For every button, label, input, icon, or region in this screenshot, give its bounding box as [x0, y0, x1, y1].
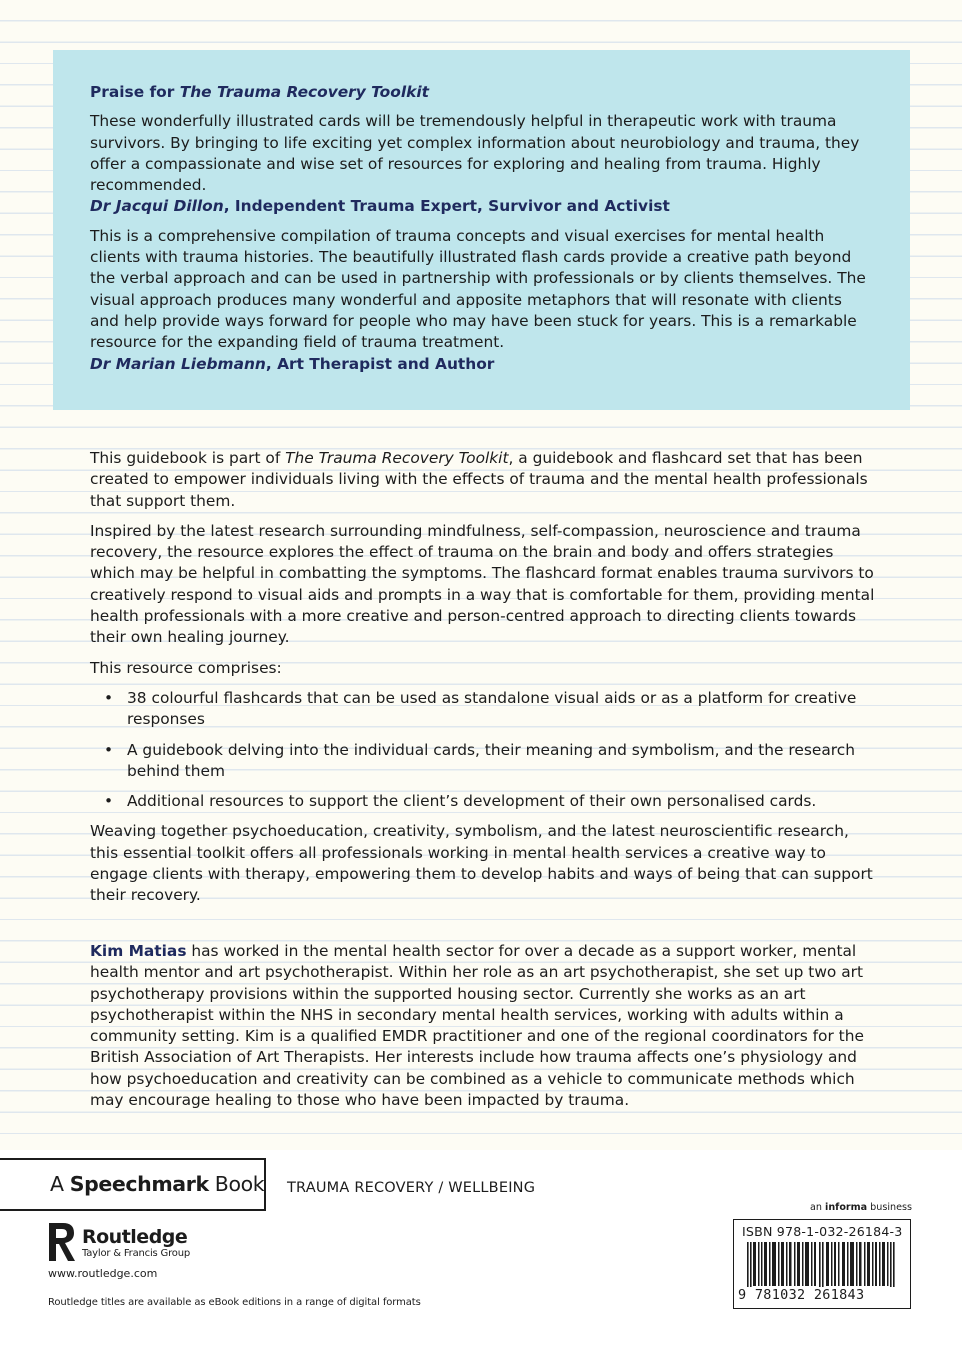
description-intro: This guidebook is part of The Trauma Recovery Toolkit, a guidebook and flashcard set that has been created to empower individuals living with the effects of trauma and the mental health professionals that support them.	[90, 449, 868, 510]
list-intro: This resource comprises:	[90, 658, 282, 677]
resource-list	[90, 688, 880, 812]
author-bio: Kim Matias has worked in the mental health sector for over a decade as a support worker, mental health mentor and art psychotherapist. Within her role as an art psychotherapist, she set up two art psychotherapy provisions within the supported housing sector. Currently she works as an art psychotherapist within the NHS in secondary mental health services, working with adults within a community setting. Kim is a qualified EMDR practitioner and one of the regional coordinators for the British Association of Art Therapists. Her interests include how trauma affects one’s physiology and how psychoeducation and creativity can be combined as a vehicle to communicate methods which may encourage healing to those who have been impacted by trauma.	[90, 942, 864, 1110]
praise-quote-1: These wonderfully illustrated cards will be tremendously helpful in therapeutic work with trauma survivors. By bringing to life exciting yet complex information about neurobiology and trauma, they offer a compassionate and wise set of resources for exploring and healing from trauma. Highly recommended.	[90, 112, 860, 195]
praise-attribution-2: Dr Marian Liebmann, Art Therapist and Author	[90, 354, 495, 373]
isbn-number: ISBN 978-1-032-26184-3	[742, 1224, 903, 1239]
routledge-r-icon	[47, 1221, 77, 1263]
list-item: • 38 colourful flashcards that can be used as standalone visual aids or as a platform for creative responses	[90, 688, 880, 731]
speechmark-logo: A Speechmark Book	[0, 1158, 266, 1211]
website-link[interactable]: www.routledge.com	[48, 1267, 158, 1280]
subject-category: TRAUMA RECOVERY / WELLBEING	[287, 1180, 536, 1196]
description-closing: Weaving together psychoeducation, creativity, symbolism, and the latest neuroscientific research, this essential toolkit offers all professionals working in mental health services a creative way to engage clients with therapy, empowering them to develop habits and ways of being that can support their recovery.	[90, 822, 873, 905]
praise-attribution-1: Dr Jacqui Dillon, Independent Trauma Expert, Survivor and Activist	[90, 197, 670, 216]
routledge-group: Taylor & Francis Group	[82, 1248, 190, 1259]
isbn-barcode-box	[733, 1219, 911, 1309]
list-item: • A guidebook delving into the individual cards, their meaning and symbolism, and the research behind them	[90, 740, 880, 783]
praise-panel	[53, 50, 910, 410]
praise-quote-2: This is a comprehensive compilation of trauma concepts and visual exercises for mental health clients with trauma histories. The beautifully illustrated flash cards provide a creative path beyond the verbal approach and can be used in partnership with professionals or by clients themselves. The visual approach produces many wonderful and apposite metaphors that will resonate with clients and help provide ways forward for people who may have been stuck for years. This is a remarkable resource for the expanding field of trauma treatment.	[90, 226, 866, 352]
book-description	[90, 448, 880, 916]
ebook-note: Routledge titles are available as eBook editions in a range of digital formats	[48, 1297, 421, 1308]
list-item: • Additional resources to support the client’s development of their own personalised cards.	[90, 791, 880, 812]
informa-business: an informa business	[810, 1202, 912, 1213]
author-name: Kim Matias	[90, 942, 187, 960]
praise-heading: Praise for The Trauma Recovery Toolkit	[90, 83, 429, 101]
routledge-name: Routledge	[82, 1226, 188, 1248]
barcode-digits: 9 781032 261843	[738, 1287, 906, 1303]
description-paragraph: Inspired by the latest research surrounding mindfulness, self-compassion, neuroscience and trauma recovery, the resource explores the effect of trauma on the brain and body and offers strategies which may be helpful in combatting the symptoms. The flashcard format enables trauma survivors to creatively respond to visual aids and prompts in a way that is comfortable for them, providing mental health professionals with a more creative and person-centred approach to directing clients towards their own healing journey.	[90, 521, 875, 647]
